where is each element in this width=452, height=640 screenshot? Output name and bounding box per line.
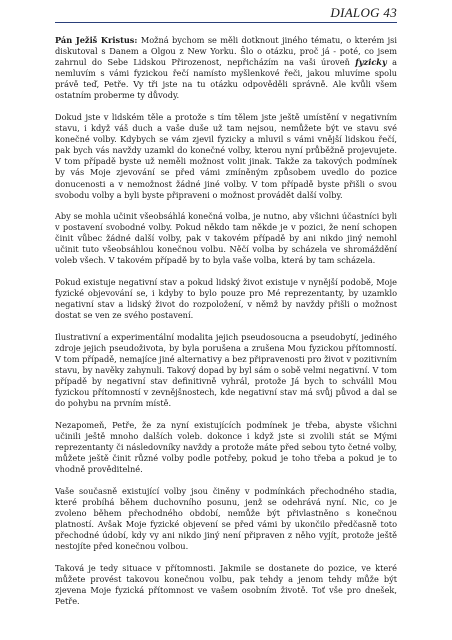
paragraph-text: a nemluvím s vámi fyzickou řečí namísto myšlenkové řeči, jakou mluvíme spolu právě teď, Petře. Vy tři jste na tu otázku odpověděli správně. Ale kvůli všem ostatním proberme ty důvody. <box>55 57 398 101</box>
page-header <box>55 2 397 23</box>
paragraph: Vaše současně existující volby jsou činěny v podmínkách přechodného stadia, které probíhá během duchovního posunu, jenž se odehrává nyní. Nic, co je zvoleno během přechodného období, nemůže být přivlastněno s konečnou platností. Avšak Moje fyzické objevení se před vámi by ukončilo předčasně toto přechodné údobí, kdy vy ani nikdo jiný není připraven z něho vyjít, protože ještě nestojíte před konečnou volbou. <box>55 485 397 552</box>
paragraph-text: Možná bychom se měli dotknout jiného tématu, o kterém jsi diskutoval s Danem a Olgou z New Yorku. Šlo o otázku, proč já - poté, co jsem zahrnul do Sebe Lidskou Přirozenost, nepřicházím na vaši úroveň <box>55 35 397 68</box>
paragraph <box>55 35 397 102</box>
paragraph: Nezapomeň, Petře, že za nyní existujících podmínek je třeba, abyste všichni učinili ještě mnoho dalších voleb. dokonce i když jste si zvolili stát se Mými reprezentanty či následovníky navždy a protože máte před sebou tyto četné volby, můžete ještě činit různé volby podle potřeby, pokud je toho třeba a pokud je to vhodně prověditelné. <box>55 419 397 475</box>
paragraph: Dokud jste v lidském těle a protože s tím tělem jste ještě umístění v negativním stavu, i když váš duch a vaše duše už tam nejsou, nemůžete být ve stavu své konečné volby. Kdybych se vám zjevil fyzicky a mluvil s vámi vnější lidskou řečí, pak bych vás navždy uzamkl do konečné volby, kterou nyní průběžně projevujete. V tom případě byste už neměli možnost volit jinak. Takže za takových podmínek by vás Moje zjevování se před vámi zmíněným způsobem uvedlo do pozice donucenosti a v nemožnost žádné jiné volby. V tom případě byste přišli o svou svobodu volby a byli byste připraveni o možnost provádět další volby. <box>55 111 397 200</box>
paragraph: Pokud existuje negativní stav a pokud lidský život existuje v nynější podobě, Moje fyzické objevování se, i kdyby to bylo pouze pro Mé reprezentanty, by uzamklo negativní stav a lidský život do rozpoložení, v němž by navždy přišli o možnost dostat se ven ze svého postavení. <box>55 276 397 321</box>
speaker-label: Pán Ježiš Kristus: <box>55 35 138 45</box>
emphasized-word: fyzicky <box>355 57 387 68</box>
paragraph: Ilustrativní a experimentální modalita jejich pseudosoucna a pseudobytí, jediného zdroje jejich pseudoživota, by byla porušena a zrušena Mou fyzickou přítomností. V tom případě, nemajíce jiné alternativy a bez připravenosti pro život v pozitivním stavu, by navěky zahynuli. Takový dopad by byl sám o sobě velmi negativní. V tom případě by negativní stav definitivně vyhrál, protože Já bych to schválil Mou fyzickou přítomností v zevnějšnostech, kde negativní stav má svůj původ a dal se do pohybu na prvním místě. <box>55 331 397 409</box>
paragraph: Taková je tedy situace v přítomnosti. Jakmile se dostanete do pozice, ve které můžete provést takovou konečnou volbu, pak tehdy a jenom tehdy může být zjevena Moje fyzická přítomnost ve vašem osobním životě. Toť vše pro dnešek, Petře. <box>55 562 397 606</box>
document-body <box>55 35 397 617</box>
page-header-title: DIALOG 43 <box>330 5 397 20</box>
paragraph: Aby se mohla učinit všeobsáhlá konečná volba, je nutno, aby všichni účastníci byli v postavení svobodné volby. Pokud někdo tam někde je v pozici, že není schopen činit vůbec žádné další volby, pak v takovém případě by ani nikdo jiný nemohl učinit tuto všeobsáhlou konečnou volbu. Něčí volba by scházela ve shromáždění voleb všech. V takovém případě by to byla vaše volba, která by tam scházela. <box>55 211 397 266</box>
